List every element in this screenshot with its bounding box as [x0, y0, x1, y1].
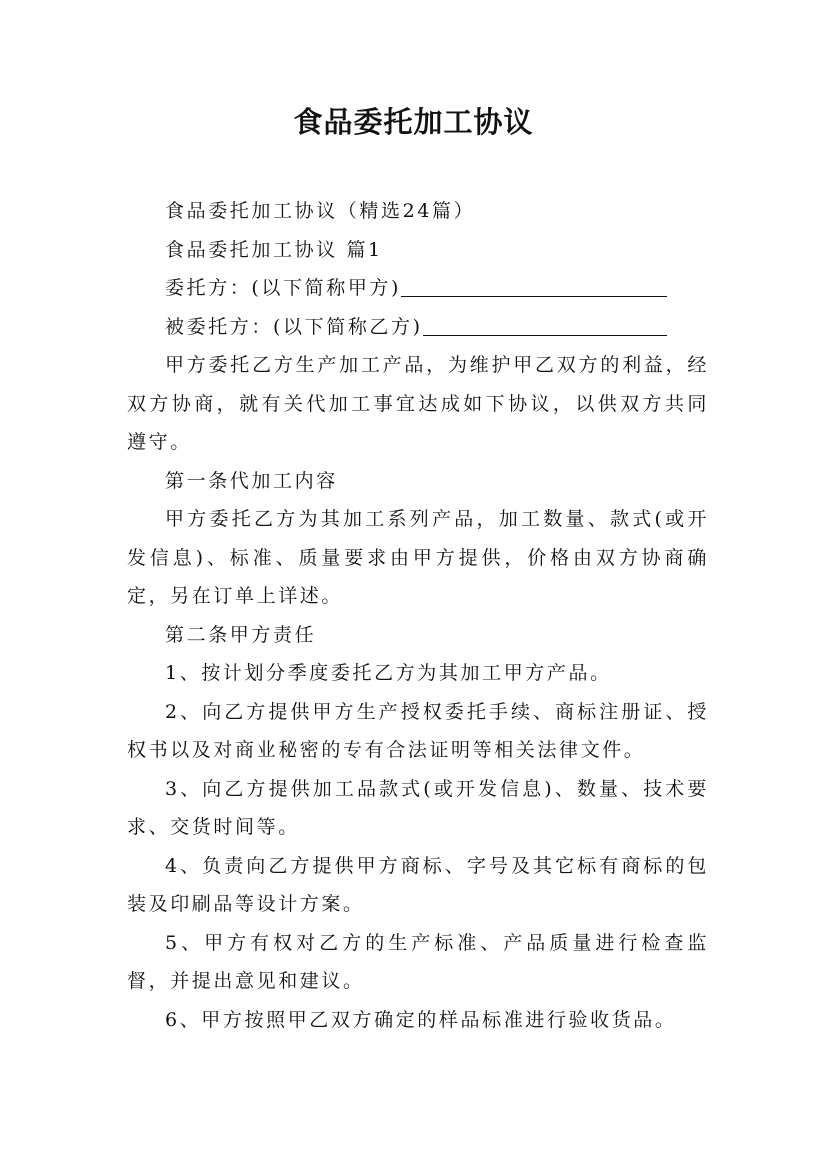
intro-paragraph: 甲方委托乙方生产加工产品，为维护甲乙双方的利益，经双方协商，就有关代加工事宜达成如下协议，以供双方共同遵守。: [127, 354, 709, 453]
clause-6: 6、甲方按照甲乙双方确定的样品标准进行验收货品。: [165, 1008, 677, 1031]
clause-1: 1、按计划分季度委托乙方为其加工甲方产品。: [165, 662, 612, 684]
document-subtitle: 食品委托加工协议（精选24篇）: [165, 200, 476, 222]
section-heading: 食品委托加工协议 篇1: [165, 238, 383, 261]
clause-3: 3、向乙方提供加工品款式(或开发信息)、数量、技术要求、交货时间等。: [127, 777, 709, 838]
party-b-label: 被委托方：(以下简称乙方): [165, 315, 423, 338]
party-a-line: [127, 269, 709, 308]
clause-5: 5、甲方有权对乙方的生产标准、产品质量进行检查监督，并提出意见和建议。: [127, 931, 709, 992]
clause-4: 4、负责向乙方提供甲方商标、字号及其它标有商标的包装及印刷品等设计方案。: [127, 854, 709, 915]
article1-paragraph: 甲方委托乙方为其加工系列产品，加工数量、款式(或开发信息)、标准、质量要求由甲方提供，价格由双方协商确定，另在订单上详述。: [127, 508, 709, 607]
article2-heading: 第二条甲方责任: [165, 623, 317, 646]
document-body: [127, 192, 709, 1039]
party-a-label: 委托方：(以下简称甲方): [165, 277, 402, 299]
document-title: 食品委托加工协议: [293, 105, 534, 139]
party-b-blank: [423, 313, 667, 336]
article1-heading: 第一条代加工内容: [165, 469, 338, 492]
party-b-line: [127, 308, 709, 347]
party-a-blank: [401, 274, 667, 297]
clause-2: 2、向乙方提供甲方生产授权委托手续、商标注册证、授权书以及对商业秘密的专有合法证明等相关法律文件。: [127, 700, 709, 761]
